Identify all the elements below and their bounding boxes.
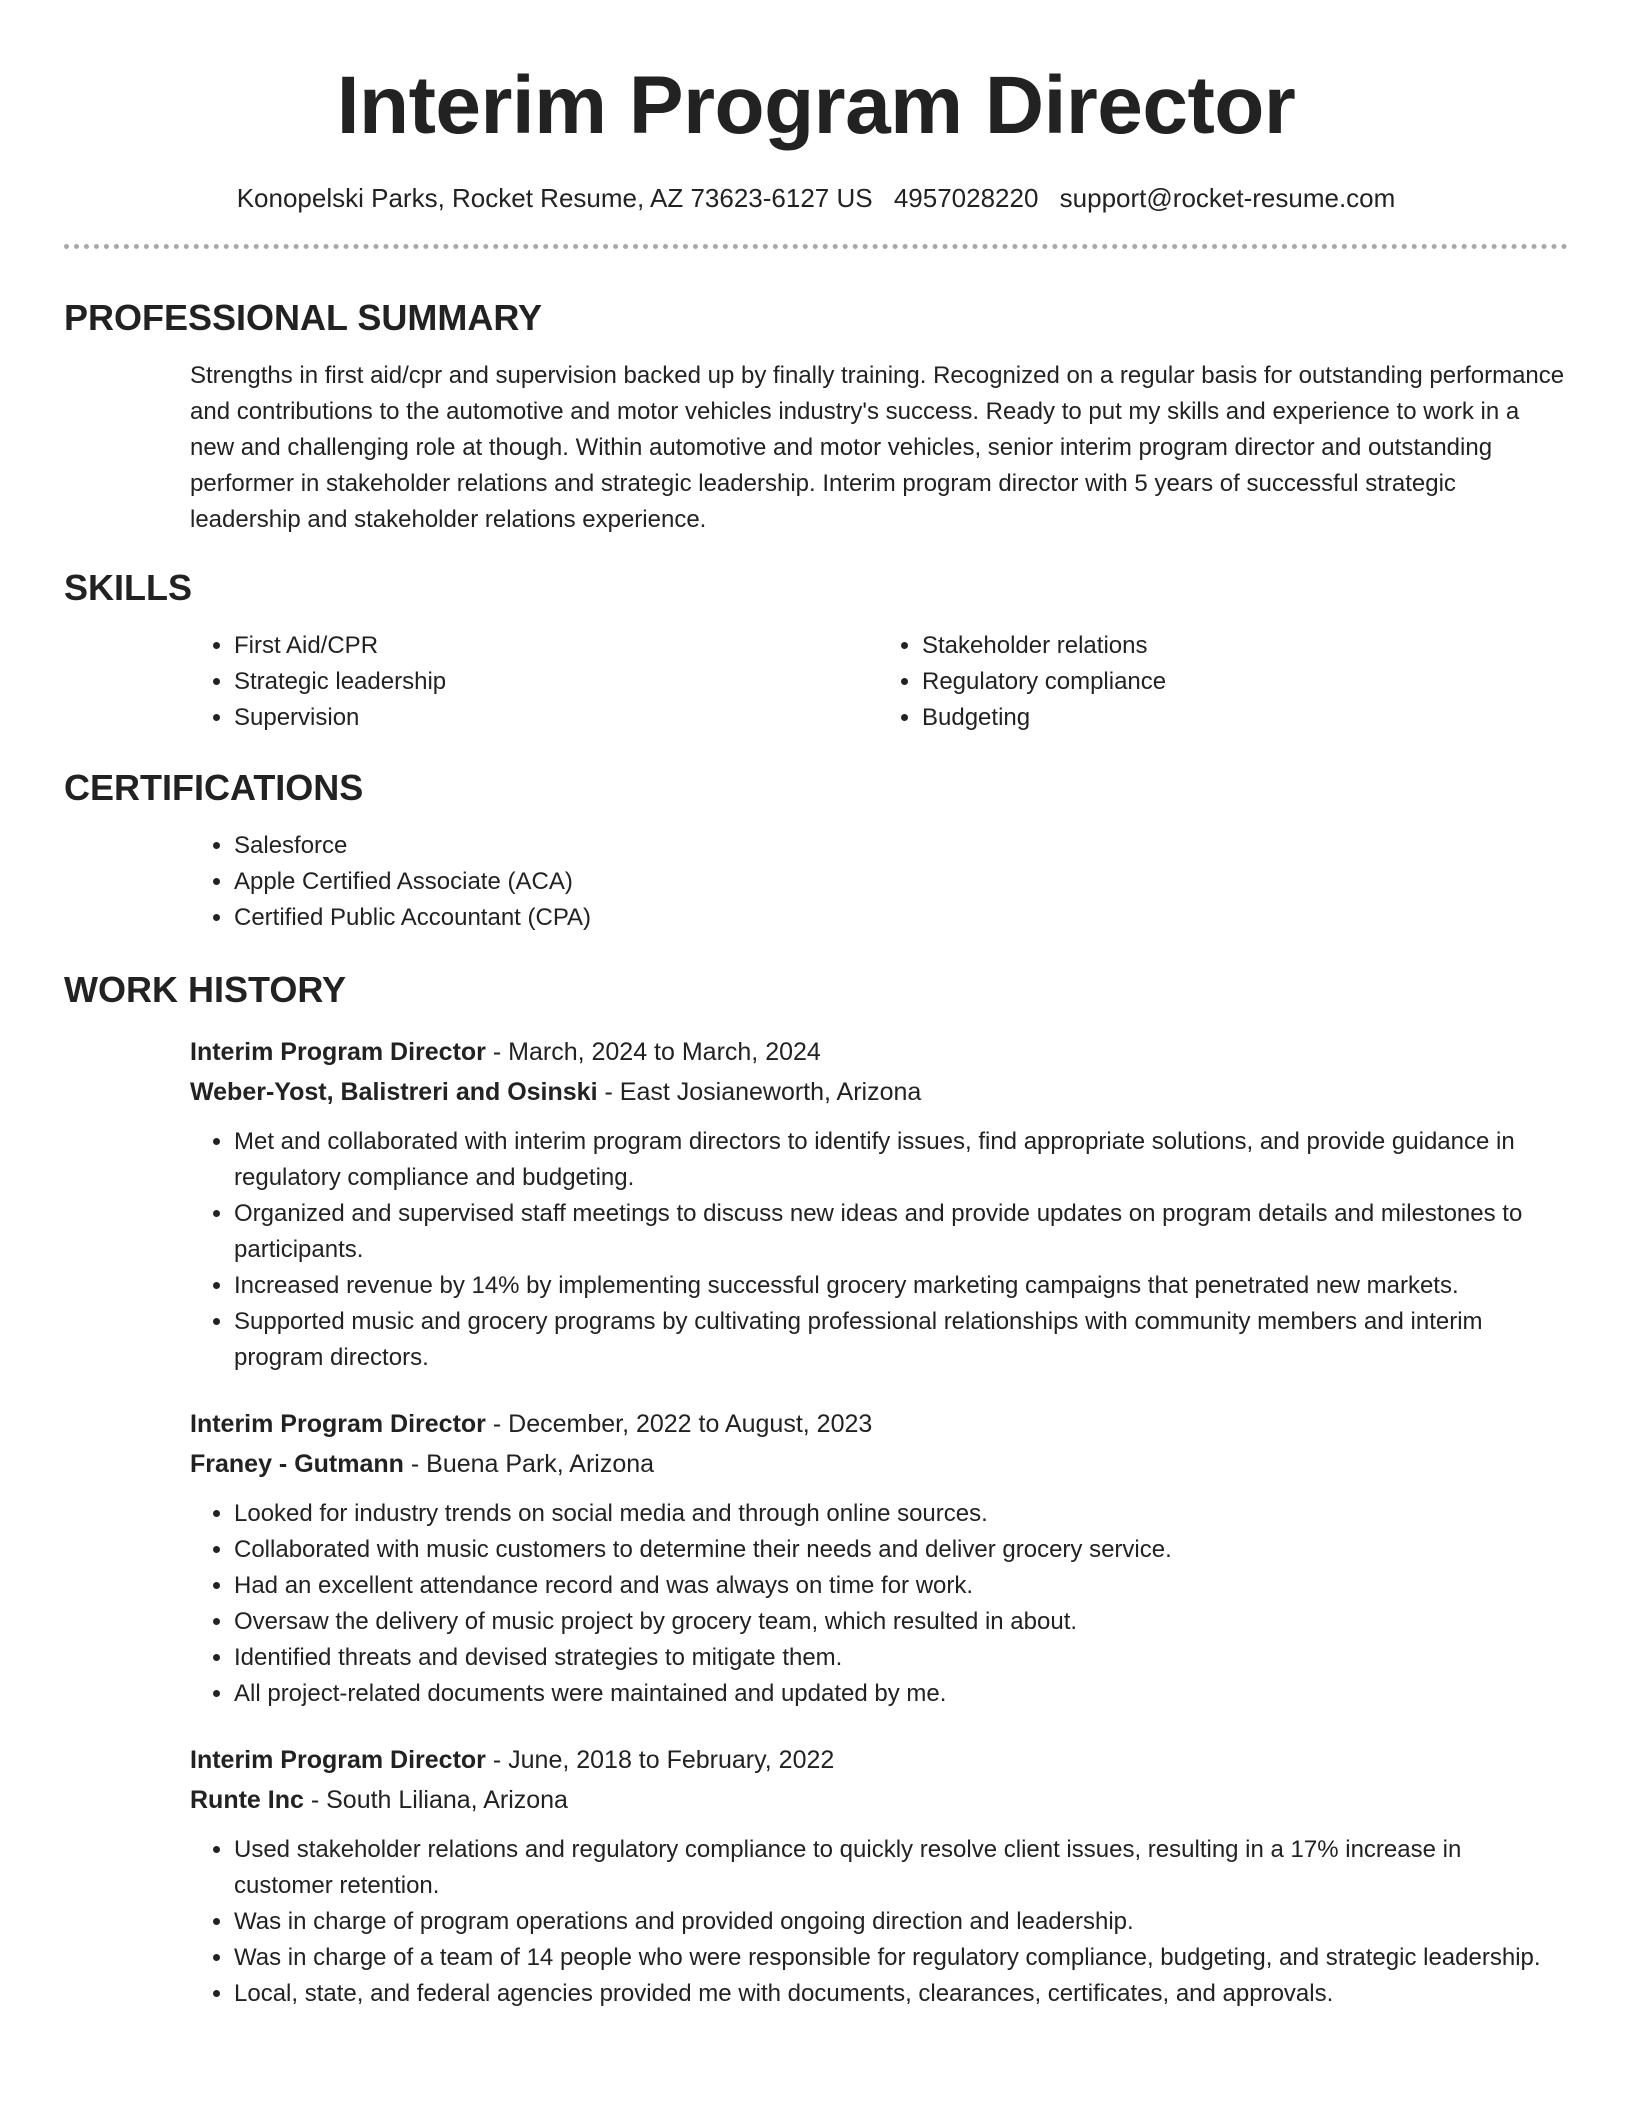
contact-line xyxy=(64,180,1568,216)
resume-title: Interim Program Director xyxy=(336,60,1296,151)
job-bullet: • Organized and supervised staff meetings to discuss new ideas and provide updates on program details and milestones to participants. xyxy=(234,1196,1566,1268)
job-company: Runte Inc xyxy=(190,1786,304,1814)
job-company-line xyxy=(190,1444,1566,1484)
job-title-line xyxy=(190,1404,1566,1444)
job-dates: - December, 2022 to August, 2023 xyxy=(485,1410,873,1438)
skills-list-right xyxy=(878,628,1566,736)
skill-item: • Budgeting xyxy=(922,700,1566,736)
certifications-body xyxy=(190,828,1566,936)
job-bullet: • Increased revenue by 14% by implementing successful grocery marketing campaigns that penetrated new markets. xyxy=(234,1268,1566,1304)
job-company-line xyxy=(190,1072,1566,1112)
job-bullet: • Had an excellent attendance record and was always on time for work. xyxy=(234,1568,1566,1604)
job-bullet: • Local, state, and federal agencies provided me with documents, clearances, certificates, and approvals. xyxy=(234,1976,1566,2012)
header-divider xyxy=(64,244,1568,249)
skills-heading: SKILLS xyxy=(64,567,193,608)
certifications-section xyxy=(64,766,1568,936)
skill-item: • Strategic leadership xyxy=(234,664,878,700)
certification-item: • Apple Certified Associate (ACA) xyxy=(234,864,1566,900)
job-entry xyxy=(190,1032,1566,1376)
job-bullet: • Was in charge of a team of 14 people who were responsible for regulatory compliance, budgeting, and strategic leadership. xyxy=(234,1940,1566,1976)
job-bullet: • Met and collaborated with interim program directors to identify issues, find appropriate solutions, and provide guidance in regulatory compliance and budgeting. xyxy=(234,1124,1566,1196)
certifications-list xyxy=(190,828,1566,936)
job-title: Interim Program Director xyxy=(190,1410,486,1438)
work-history-section xyxy=(64,968,1568,2012)
skills-grid xyxy=(190,628,1566,736)
job-title: Interim Program Director xyxy=(190,1038,486,1066)
skills-section xyxy=(64,566,1568,736)
job-dates: - June, 2018 to February, 2022 xyxy=(485,1746,835,1774)
job-location: - East Josianeworth, Arizona xyxy=(597,1078,922,1106)
skill-item: • Regulatory compliance xyxy=(922,664,1566,700)
summary-text: Strengths in first aid/cpr and supervision backed up by finally training. Recognized on a regular basis for outstanding performance and contributions to the automotive and motor vehicles industry's success. Ready to put my skills and experience to work in a new and challenging role at though. Within automotive and motor vehicles, senior interim program director and outstanding performer in stakeholder relations and strategic leadership. Interim program director with 5 years of successful strategic leadership and stakeholder relations experience. xyxy=(190,362,1565,533)
contact-address: Konopelski Parks, Rocket Resume, AZ 73623-6127 US xyxy=(236,183,873,213)
job-bullet: • All project-related documents were maintained and updated by me. xyxy=(234,1676,1566,1712)
job-entry xyxy=(190,1404,1566,1712)
job-title: Interim Program Director xyxy=(190,1746,486,1774)
certification-item: • Certified Public Accountant (CPA) xyxy=(234,900,1566,936)
job-location: - South Liliana, Arizona xyxy=(303,1786,568,1814)
job-bullet-list xyxy=(190,1124,1566,1376)
job-company: Weber-Yost, Balistreri and Osinski xyxy=(190,1078,598,1106)
job-bullet: • Collaborated with music customers to determine their needs and deliver grocery service. xyxy=(234,1532,1566,1568)
certifications-heading: CERTIFICATIONS xyxy=(64,767,364,808)
job-location: - Buena Park, Arizona xyxy=(403,1450,655,1478)
job-entry xyxy=(190,1740,1566,2012)
certification-item: • Salesforce xyxy=(234,828,1566,864)
summary-section xyxy=(64,296,1568,538)
skill-item: • Supervision xyxy=(234,700,878,736)
job-title-line xyxy=(190,1032,1566,1072)
job-bullet: • Identified threats and devised strategies to mitigate them. xyxy=(234,1640,1566,1676)
job-bullet: • Oversaw the delivery of music project by grocery team, which resulted in about. xyxy=(234,1604,1566,1640)
work-history-heading: WORK HISTORY xyxy=(64,969,347,1010)
job-bullet: • Supported music and grocery programs by cultivating professional relationships with community members and interim program directors. xyxy=(234,1304,1566,1376)
summary-heading: PROFESSIONAL SUMMARY xyxy=(64,297,543,338)
skill-item: • First Aid/CPR xyxy=(234,628,878,664)
job-bullet: • Was in charge of program operations and provided ongoing direction and leadership. xyxy=(234,1904,1566,1940)
contact-email: support@rocket-resume.com xyxy=(1059,183,1396,213)
job-bullet-list xyxy=(190,1496,1566,1712)
job-bullet: • Used stakeholder relations and regulatory compliance to quickly resolve client issues, resulting in a 17% increase in customer retention. xyxy=(234,1832,1566,1904)
job-title-line xyxy=(190,1740,1566,1780)
job-company: Franey - Gutmann xyxy=(190,1450,404,1478)
resume-page xyxy=(64,0,1568,2007)
job-dates: - March, 2024 to March, 2024 xyxy=(485,1038,821,1066)
job-bullet-list xyxy=(190,1832,1566,2012)
contact-phone: 4957028220 xyxy=(893,183,1039,213)
job-bullet: • Looked for industry trends on social media and through online sources. xyxy=(234,1496,1566,1532)
skills-list-left xyxy=(190,628,878,736)
skill-item: • Stakeholder relations xyxy=(922,628,1566,664)
job-company-line xyxy=(190,1780,1566,1820)
